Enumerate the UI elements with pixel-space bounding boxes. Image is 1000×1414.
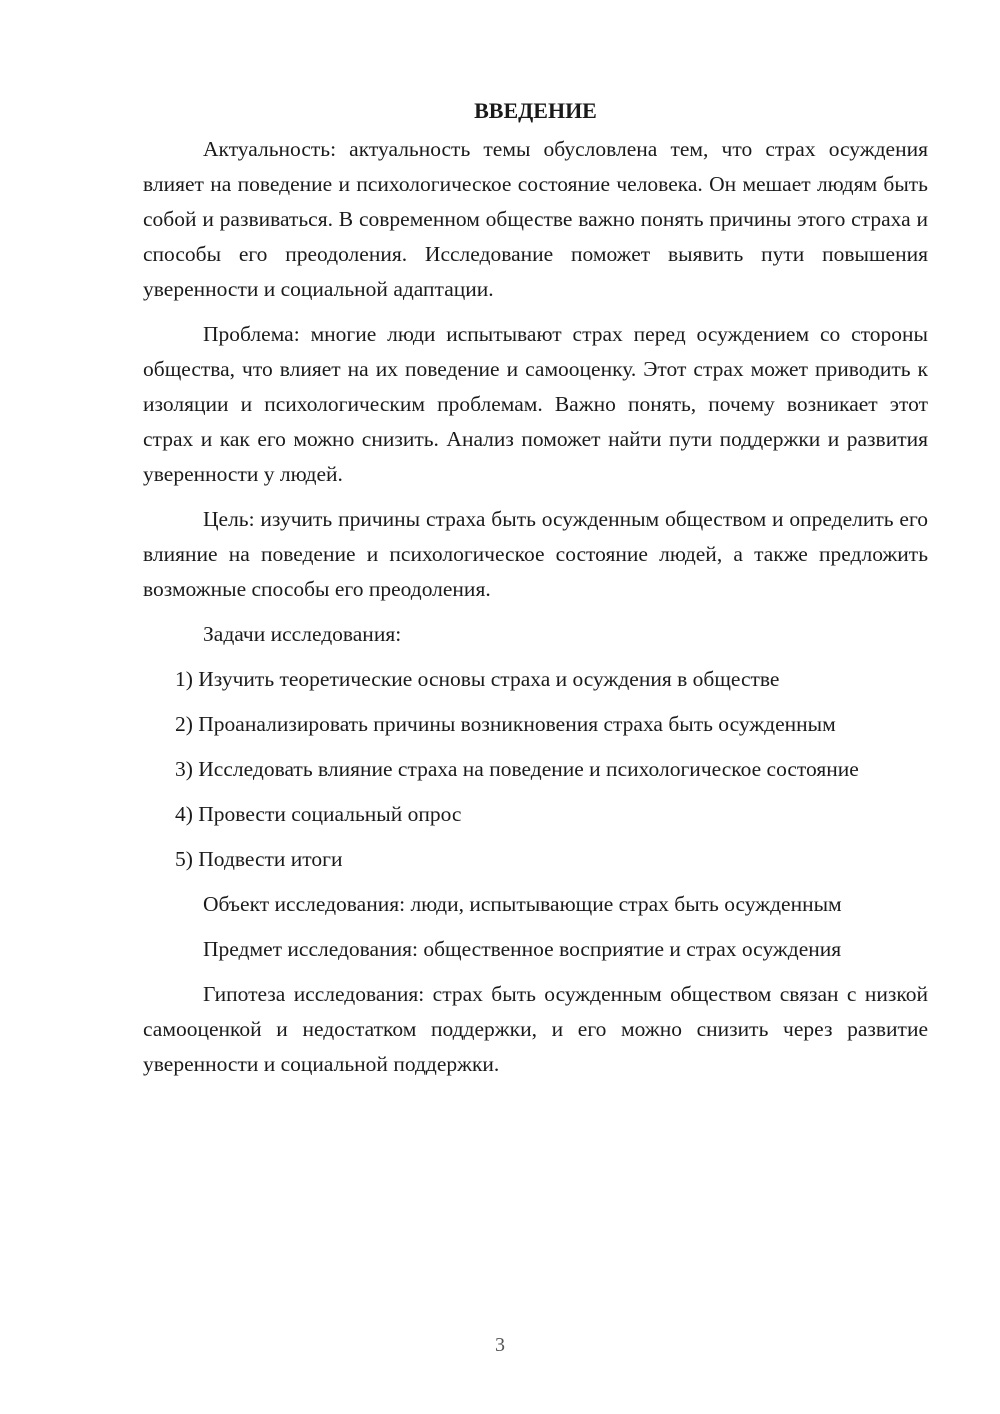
task-item-5: 5) Подвести итоги — [175, 847, 343, 871]
paragraph-object: Объект исследования: люди, испытывающие страх быть осужденным — [203, 892, 842, 916]
task-item-4: 4) Провести социальный опрос — [175, 802, 462, 826]
paragraph-relevance: Актуальность: актуальность темы обусловлена тем, что страх осуждения влияет на поведение и психологическое состояние человека. Он мешает людям быть собой и развиваться. В современном обществе важно понять причины этого страха и способы его преодоления. Исследование поможет выявить пути повышения уверенности и социальной адаптации. — [143, 137, 928, 301]
task-item-2: 2) Проанализировать причины возникновения страха быть осужденным — [175, 712, 836, 736]
paragraph-hypothesis: Гипотеза исследования: страх быть осужденным обществом связан с низкой самооценкой и недостатком поддержки, и его можно снизить через развитие уверенности и социальной поддержки. — [143, 982, 928, 1076]
paragraph-tasks-heading: Задачи исследования: — [203, 622, 402, 646]
document-page — [143, 96, 928, 1092]
task-item-1: 1) Изучить теоретические основы страха и осуждения в обществе — [175, 667, 780, 691]
paragraph-problem: Проблема: многие люди испытывают страх перед осуждением со стороны общества, что влияет на их поведение и самооценку. Этот страх может приводить к изоляции и психологическим проблемам. Важно понять, почему возникает этот страх и как его можно снизить. Анализ поможет найти пути поддержки и развития уверенности у людей. — [143, 322, 928, 486]
task-item-3: 3) Исследовать влияние страха на поведение и психологическое состояние — [175, 757, 859, 781]
paragraph-goal: Цель: изучить причины страха быть осужденным обществом и определить его влияние на поведение и психологическое состояние людей, а также предложить возможные способы его преодоления. — [143, 507, 928, 601]
section-title: ВВЕДЕНИЕ — [474, 98, 597, 123]
paragraph-subject: Предмет исследования: общественное восприятие и страх осуждения — [203, 937, 842, 961]
page-number: 3 — [495, 1334, 505, 1356]
